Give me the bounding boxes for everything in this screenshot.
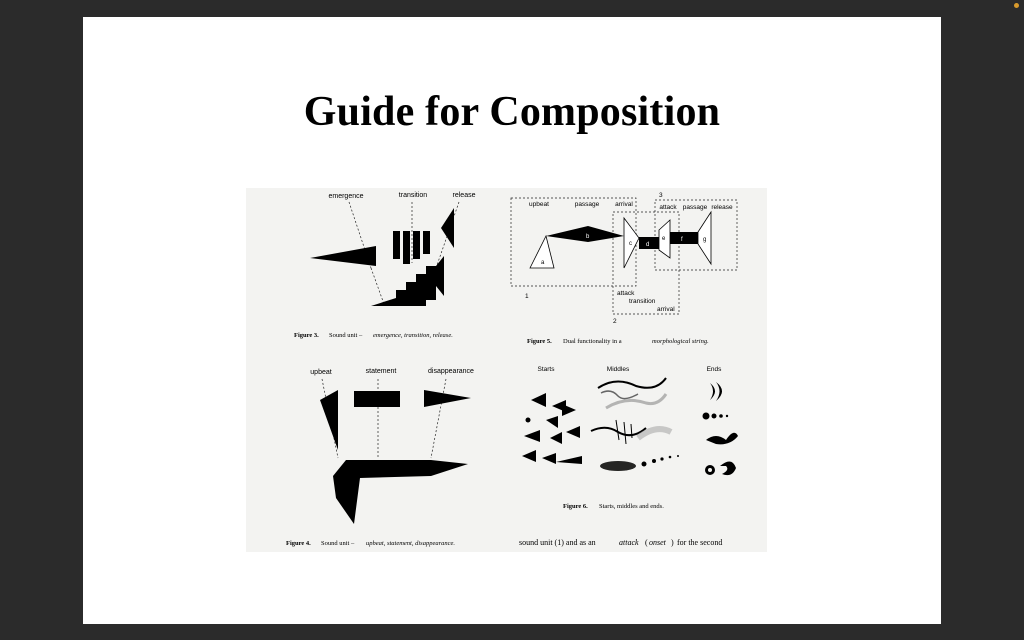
fig4-caption-italic: upbeat, statement, disappearance.: [366, 540, 455, 547]
fig4-label-disappearance: disappearance: [428, 368, 474, 375]
figure-4: [286, 368, 474, 547]
fig5-caption-text: Dual functionality in a: [563, 338, 622, 345]
fig5-letter-e: e: [662, 236, 666, 242]
body-text-end: for the second: [677, 538, 723, 547]
fig5-letter-f: f: [681, 237, 683, 243]
figure-3: [294, 192, 476, 339]
fig5-number-3: 3: [659, 192, 663, 199]
body-text-onset: onset: [649, 538, 666, 547]
fig5-letter-c: c: [629, 241, 632, 247]
fig6-label-starts: Starts: [537, 366, 555, 373]
figure-6: [522, 366, 738, 510]
fig6-caption-label: Figure 6.: [563, 503, 588, 510]
fig3-transition-bar: [423, 231, 430, 254]
fig5-label-attack: attack: [659, 204, 677, 211]
fig3-caption-italic: emergence, transition, release.: [373, 332, 453, 339]
fig5-label-upbeat: upbeat: [529, 201, 549, 208]
scanned-figures-image: [246, 188, 767, 552]
fig5-letter-g: g: [703, 237, 707, 243]
fig4-combined-shape: [333, 460, 468, 524]
fig5-segment-f-shape: [670, 232, 698, 244]
fig3-label-emergence: emergence: [328, 193, 364, 200]
fig3-transition-bar: [413, 231, 420, 259]
fig3-transition-bar: [403, 231, 410, 264]
fig3-label-transition: transition: [398, 192, 428, 199]
notification-dot: [1014, 3, 1019, 8]
fig6-caption-text: Starts, middles and ends.: [599, 503, 664, 510]
fig5-segment-b-shape: [546, 226, 624, 242]
body-text-line: [519, 538, 722, 547]
fig5-number-1: 1: [525, 293, 529, 300]
slide-title: Guide for Composition: [303, 89, 721, 135]
fig4-disappearance-shape: [424, 390, 471, 407]
fig5-label-arrival: arrival: [615, 201, 633, 208]
fig5-caption-label: Figure 5.: [527, 338, 552, 345]
fig6-label-ends: Ends: [706, 366, 722, 373]
fig5-letter-b: b: [586, 234, 590, 240]
fig5-caption-italic: morphological string.: [652, 338, 709, 345]
fig4-label-upbeat: upbeat: [310, 369, 332, 376]
body-text-start: sound unit (1) and as an: [519, 538, 596, 547]
fig5-label-passage-2: passage: [682, 204, 708, 211]
fig5-number-2: 2: [613, 318, 617, 325]
fig4-upbeat-shape: [320, 390, 338, 450]
fig3-transition-bar: [393, 231, 400, 259]
fig5-bottom-arrival: arrival: [657, 306, 675, 313]
fig5-bottom-transition: transition: [629, 298, 656, 305]
fig5-box-1: [511, 198, 636, 286]
fig3-caption-text: Sound unit –: [329, 332, 363, 339]
fig3-emergence-shape: [310, 246, 376, 266]
fig5-letter-a: a: [541, 260, 545, 266]
body-text-paren-close: ): [671, 538, 674, 547]
fig4-statement-shape: [354, 391, 400, 407]
fig4-label-statement: statement: [365, 368, 397, 375]
body-text-attack: attack: [619, 538, 639, 547]
fig3-label-release: release: [452, 192, 476, 199]
fig5-bottom-attack: attack: [617, 290, 635, 297]
fig6-ends-glyphs: [703, 382, 739, 475]
figure-5: [511, 192, 737, 345]
fig3-caption-label: Figure 3.: [294, 332, 319, 339]
fig6-starts-glyphs: [522, 393, 582, 464]
fig4-caption-label: Figure 4.: [286, 540, 311, 547]
fig6-middles-glyphs: [591, 378, 679, 471]
fig5-label-passage: passage: [574, 201, 600, 208]
fig5-label-release: release: [711, 204, 733, 211]
body-text-paren-open: (: [645, 538, 648, 547]
fig5-letter-d: d: [646, 242, 650, 248]
fig4-caption-text: Sound unit –: [321, 540, 355, 547]
fig3-release-shape: [441, 208, 454, 248]
fig6-label-middles: Middles: [606, 366, 630, 373]
